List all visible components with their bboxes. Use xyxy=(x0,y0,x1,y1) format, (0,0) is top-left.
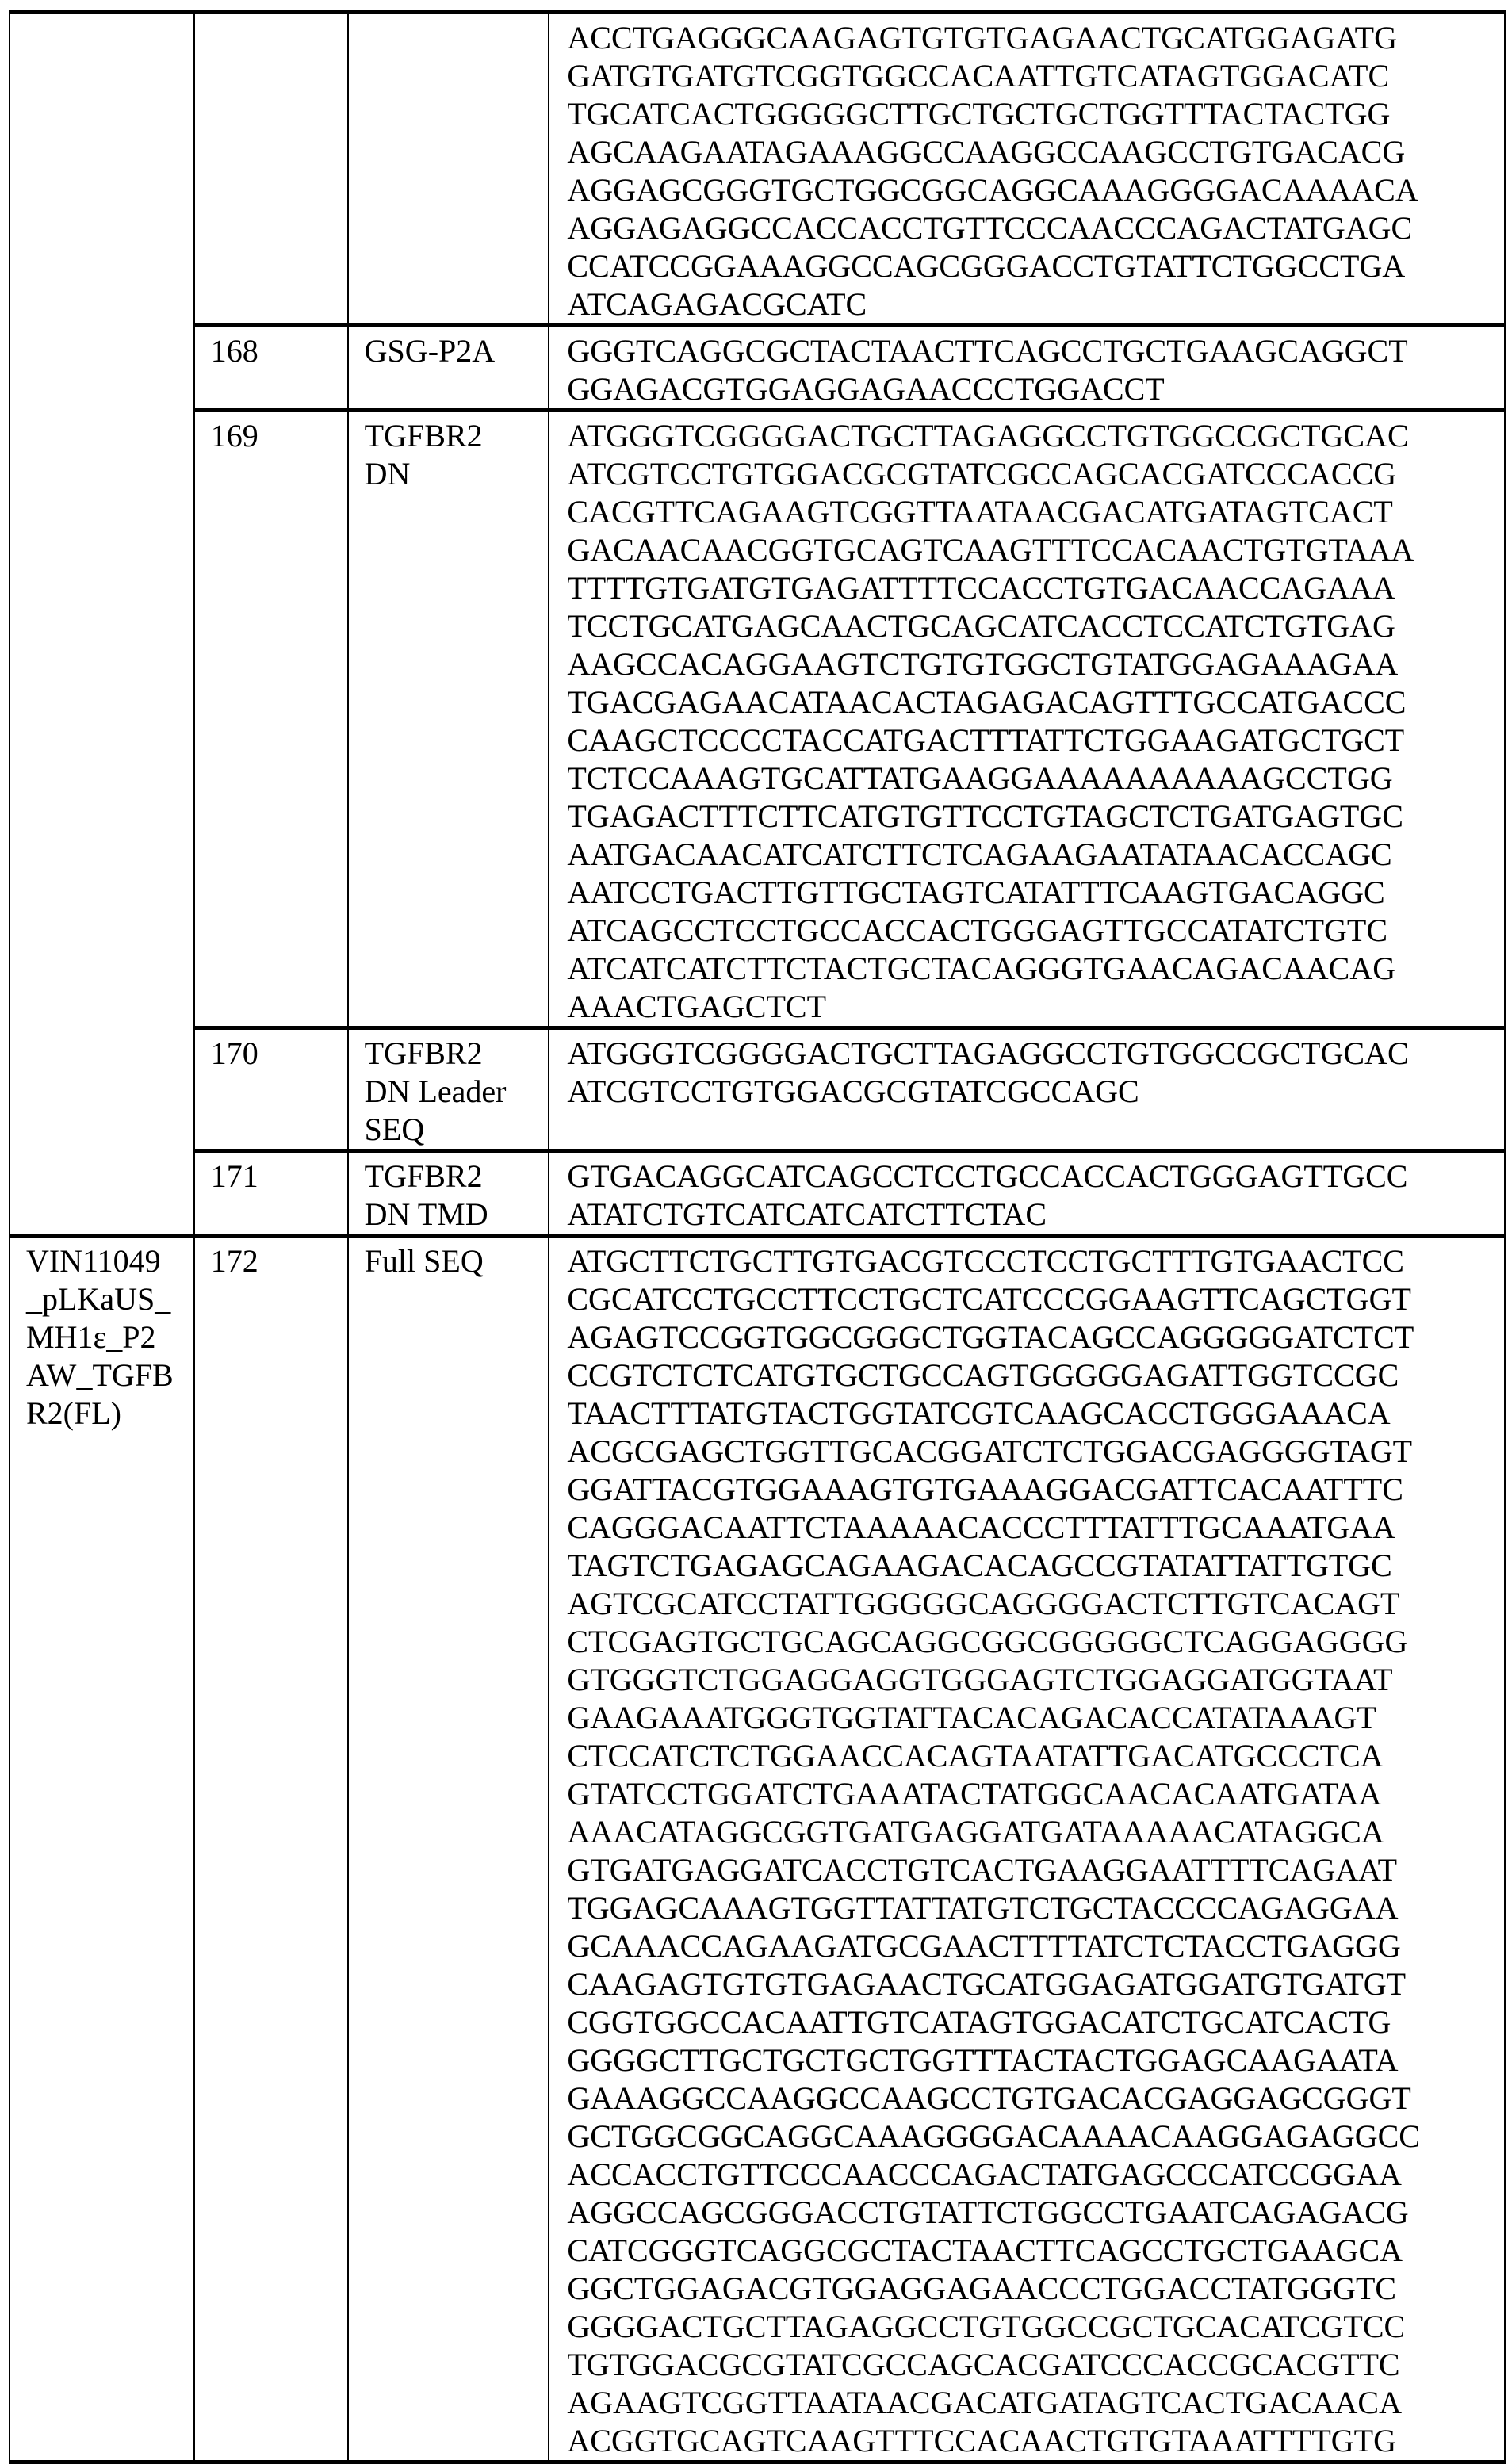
label-cell: TGFBR2 DN xyxy=(348,411,549,1028)
seq-id-cell xyxy=(194,12,348,326)
table-row xyxy=(10,12,1505,326)
seq-id-cell: 170 xyxy=(194,1028,348,1151)
label-cell: TGFBR2 DN Leader SEQ xyxy=(348,1028,549,1151)
sequence-cell: ATGCTTCTGCTTGTGACGTCCCTCCTGCTTTGTGAACTCC CGCATCCTGCCTTCCTGCTCATCCCGGAAGTTCAGCTGGT AGAGTCCGGTGGCGGGCTGGTACAGCCAGGGGGATCTCT CCGTCTCTCATGTGCTGCCAGTGGGGGAGATTGGTCCGC TAACTTTATGTACTGGTATCGTCAAGCACCTGGGAAACA ACGCGAGCTGGTTGCACGGATCTCTGGACGAGGGGTAGT GGATTACGTGGAAAGTGTGAAAGGACGATTCACAATTTC CAGGGACAATTCTAAAAACACCCTTTATTTGCAAATGAA TAGTCTGAGAGCAGAAGACACAGCCGTATATTATTGTGC AGTCGCATCCTATTGGGGGCAGGGGACTCTTGTCACAGT CTCGAGTGCTGCAGCAGGCGGCGGGGGCTCAGGAGGGG GTGGGTCTGGAGGAGGTGGGAGTCTGGAGGATGGTAAT GAAGAAATGGGTGGTATTACACAGACACCATATAAAGT CTCCATCTCTGGAACCACAGTAATATTGACATGCCCTCA GTATCCTGGATCTGAAATACTATGGCAACACAATGATAA AAACATAGGCGGTGATGAGGATGATAAAAACATAGGCA GTGATGAGGATCACCTGTCACTGAAGGAATTTTCAGAAT TGGAGCAAAGTGGTTATTATGTCTGCTACCCCAGAGGAA GCAAACCAGAAGATGCGAACTTTTATCTCTACCTGAGGG CAAGAGTGTGTGAGAACTGCATGGAGATGGATGTGATGT CGGTGGCCACAATTGTCATAGTGGACATCTGCATCACTG GGGGCTTGCTGCTGCTGGTTTACTACTGGAGCAAGAATA GAAAGGCCAAGGCCAAGCCTGTGACACGAGGAGCGGGT GCTGGCGGCAGGCAAAGGGGACAAAACAAGGAGAGGCC ACCACCTGTTCCCAACCCAGACTATGAGCCCATCCGGAA AGGCCAGCGGGACCTGTATTCTGGCCTGAATCAGAGACG CATCGGGTCAGGCGCTACTAACTTCAGCCTGCTGAAGCA GGCTGGAGACGTGGAGGAGAACCCTGGACCTATGGGTC GGGGACTGCTTAGAGGCCTGTGGCCGCTGCACATCGTCC TGTGGACGCGTATCGCCAGCACGATCCCACCGCACGTTC AGAAGTCGGTTAATAACGACATGATAGTCACTGACAACA ACGGTGCAGTCAAGTTTCCACAACTGTGTAAATTTTGTG xyxy=(549,1236,1505,2462)
seq-id-cell: 172 xyxy=(194,1236,348,2462)
table-row xyxy=(10,1151,1505,1236)
table-row xyxy=(10,1028,1505,1151)
sequence-cell: ACCTGAGGGCAAGAGTGTGTGAGAACTGCATGGAGATG GATGTGATGTCGGTGGCCACAATTGTCATAGTGGACATC TGCATCACTGGGGGCTTGCTGCTGCTGGTTTACTACTGG AGCAAGAATAGAAAGGCCAAGGCCAAGCCTGTGACACG AGGAGCGGGTGCTGGCGGCAGGCAAAGGGGACAAAACA AGGAGAGGCCACCACCTGTTCCCAACCCAGACTATGAGC CCATCCGGAAAGGCCAGCGGGACCTGTATTCTGGCCTGA ATCAGAGACGCATC xyxy=(549,12,1505,326)
label-cell: GSG-P2A xyxy=(348,326,549,411)
seq-id-cell: 169 xyxy=(194,411,348,1028)
seq-id-cell: 171 xyxy=(194,1151,348,1236)
sequence-cell: GGGTCAGGCGCTACTAACTTCAGCCTGCTGAAGCAGGCT GGAGACGTGGAGGAGAACCCTGGACCT xyxy=(549,326,1505,411)
sequence-table xyxy=(9,10,1506,2464)
table-row xyxy=(10,1236,1505,2462)
label-cell xyxy=(348,12,549,326)
label-cell: TGFBR2 DN TMD xyxy=(348,1151,549,1236)
sequence-cell: ATGGGTCGGGGACTGCTTAGAGGCCTGTGGCCGCTGCAC ATCGTCCTGTGGACGCGTATCGCCAGCACGATCCCACCG CACGTTCAGAAGTCGGTTAATAACGACATGATAGTCACT GACAACAACGGTGCAGTCAAGTTTCCACAACTGTGTAAA TTTTGTGATGTGAGATTTTCCACCTGTGACAACCAGAAA TCCTGCATGAGCAACTGCAGCATCACCTCCATCTGTGAG AAGCCACAGGAAGTCTGTGTGGCTGTATGGAGAAAGAA TGACGAGAACATAACACTAGAGACAGTTTGCCATGACCC CAAGCTCCCCTACCATGACTTTATTCTGGAAGATGCTGCT TCTCCAAAGTGCATTATGAAGGAAAAAAAAAAGCCTGG TGAGACTTTCTTCATGTGTTCCTGTAGCTCTGATGAGTGC AATGACAACATCATCTTCTCAGAAGAATATAACACCAGC AATCCTGACTTGTTGCTAGTCATATTTCAAGTGACAGGC ATCAGCCTCCTGCCACCACTGGGAGTTGCCATATCTGTC ATCATCATCTTCTACTGCTACAGGGTGAACAGACAACAG AAACTGAGCTCT xyxy=(549,411,1505,1028)
construct-cell xyxy=(10,12,194,1236)
table-row xyxy=(10,326,1505,411)
sequence-cell: ATGGGTCGGGGACTGCTTAGAGGCCTGTGGCCGCTGCAC ATCGTCCTGTGGACGCGTATCGCCAGC xyxy=(549,1028,1505,1151)
label-cell: Full SEQ xyxy=(348,1236,549,2462)
sequence-cell: GTGACAGGCATCAGCCTCCTGCCACCACTGGGAGTTGCC ATATCTGTCATCATCATCTTCTAC xyxy=(549,1151,1505,1236)
table-row xyxy=(10,411,1505,1028)
seq-id-cell: 168 xyxy=(194,326,348,411)
construct-cell: VIN11049 _pLKaUS_ MH1ε_P2 AW_TGFB R2(FL) xyxy=(10,1236,194,2462)
